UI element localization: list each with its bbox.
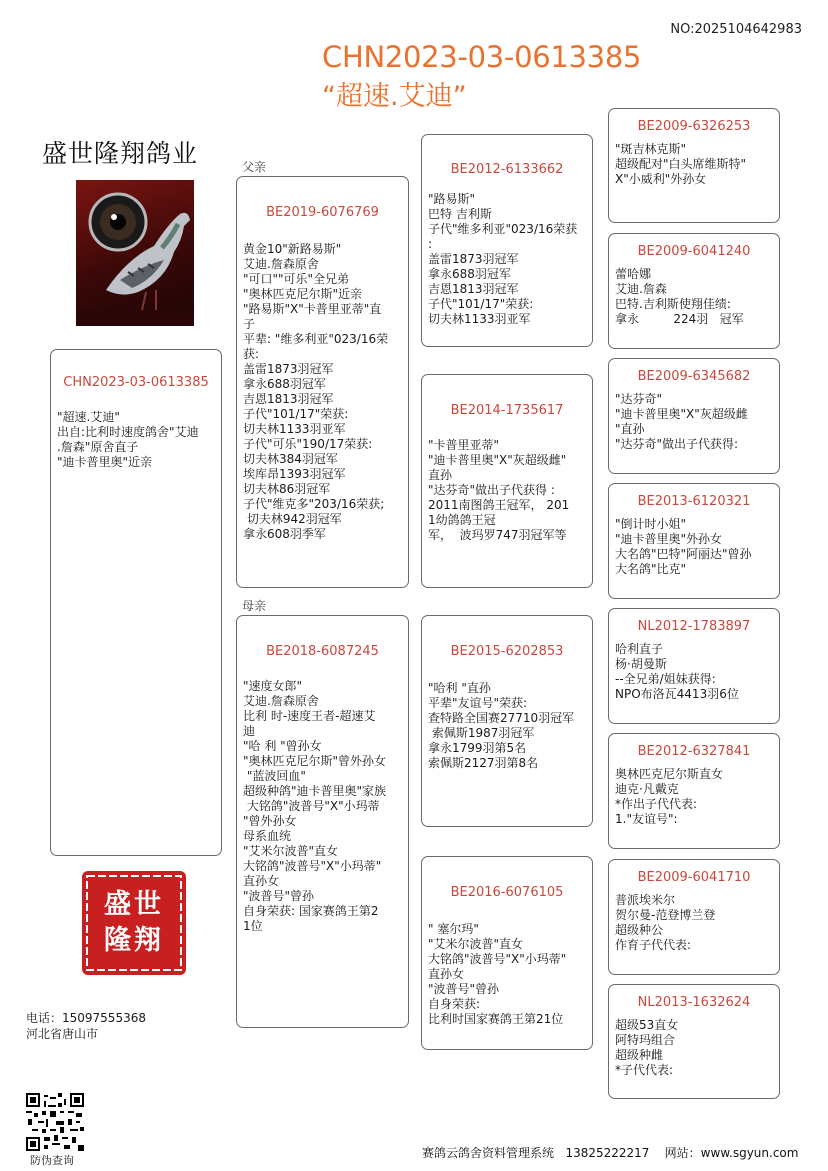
great-grandparent-card-ring: BE2009-6326253 [637, 119, 751, 134]
dam-label: 母亲 [242, 599, 267, 613]
great-grandparent-card-text: 奥林匹克尼尔斯直女 迪克·凡戴克 *作出子代代表: 1."友谊号": [615, 767, 724, 826]
great-grandparent-card-ring: BE2013-6120321 [637, 494, 751, 509]
grandparent-card-ring: BE2015-6202853 [450, 644, 564, 659]
seal-text: 盛世 隆翔 [104, 889, 164, 956]
loft-name: 盛世隆翔鸽业 [42, 139, 199, 168]
grandparent-card-text: "哈利 "直孙 平辈"友谊号"荣获: 查特路全国赛27710羽冠军 索佩斯1987羽冠军 拿永1799羽第5名 索佩斯2127羽第8名 [428, 681, 575, 770]
footer-info: 赛鸽云鸽舍资料管理系统 13825222217 网站：www.sgyun.com [422, 1146, 799, 1160]
grandparent-card-ring: BE2016-6076105 [450, 885, 564, 900]
great-grandparent-card [608, 608, 780, 724]
great-grandparent-card [608, 233, 780, 349]
contact-address: 河北省唐山市 [26, 1027, 99, 1041]
subject-card [50, 349, 222, 856]
great-grandparent-card-text: "倒计时小姐" "迪卡普里奥"外孙女 大名鸽"巴特"阿丽达"曾孙 大名鸽"比克" [615, 517, 752, 576]
subject-card-ring: CHN2023-03-0613385 [63, 375, 209, 390]
great-grandparent-card-text: 普派埃米尔 贺尔曼-范登博兰登 超级种公 作育子代代表: [615, 893, 716, 952]
great-grandparent-card-text: "达芬奇" "迪卡普里奥"X"灰超级雌 "直孙 "达芬奇"做出子代获得: [615, 392, 748, 451]
great-grandparent-card [608, 859, 780, 975]
grandparent-card [421, 374, 593, 588]
grandparent-card-ring: BE2012-6133662 [450, 162, 564, 177]
qr-code[interactable] [26, 1093, 84, 1151]
great-grandparent-card-text: "斑吉林克斯" 超级配对"白头席维斯特" X"小威利"外孙女 [615, 142, 747, 186]
pigeon-photo-graphic [76, 180, 194, 326]
great-grandparent-card-ring: BE2009-6041240 [637, 244, 751, 259]
great-grandparent-card [608, 984, 780, 1099]
great-grandparent-card [608, 358, 780, 474]
sire-card-text: 黄金10"新路易斯" 艾迪.詹森原舍 "可口""可乐"全兄弟 "奥林匹克尼尔斯"近亲 "路易斯"X"卡普里亚蒂"直 子 平辈: "维多利亚"023/16荣 获: 盖雷1873羽冠军 拿永688羽冠军 吉恩1813羽冠军 子代"101/17"荣获: 切夫林1133羽亚军 子代"可乐"190/17荣获: 切夫林384羽冠军 埃库昂1393羽冠军 切夫林86羽冠军 子代"维克多"203/16荣获; 切夫林942羽冠军 拿永608羽季军 [243, 242, 389, 541]
great-grandparent-card-text: 蕾哈娜 艾迪.詹森 巴特.吉利斯使翔佳绩: 拿永 224羽 冠军 [615, 267, 744, 326]
great-grandparent-card-ring: BE2009-6345682 [637, 369, 751, 384]
grandparent-card-ring: BE2014-1735617 [450, 403, 564, 418]
great-grandparent-card-ring: BE2009-6041710 [637, 870, 751, 885]
grandparent-card [421, 615, 593, 827]
sire-card [236, 176, 409, 588]
great-grandparent-card [608, 733, 780, 849]
sire-label: 父亲 [242, 160, 267, 174]
grandparent-card [421, 856, 593, 1050]
subject-ring-number: CHN2023-03-0613385 [322, 40, 642, 74]
grandparent-card-text: " 塞尔玛" "艾米尔波普"直女 大铭鸽"波普号"X"小玛蒂" 直孙女 "波普号"曾孙 自身荣获: 比利时国家赛鸽王第21位 [428, 922, 567, 1026]
grandparent-card [421, 134, 593, 347]
subject-card-text: "超速.艾迪" 出自:比利时速度鸽舍"艾迪 .詹森"原舍直子 "迪卡普里奥"近亲 [57, 410, 199, 469]
qr-code-icon [26, 1093, 84, 1151]
pigeon-photo [76, 180, 194, 326]
grandparent-card-text: "卡普里亚蒂" "迪卡普里奥"X"灰超级雌" 直孙 "达芬奇"做出子代获得 : 2011南图鸽王冠军， 201 1幼鸽鸽王冠 军， 波玛罗747羽冠军等 [428, 438, 570, 542]
great-grandparent-card [608, 108, 780, 223]
dam-card [236, 615, 409, 1028]
document-number: NO:2025104642983 [670, 22, 802, 37]
grandparent-card-text: "路易斯" 巴特 吉利斯 子代"维多利亚"023/16荣获 : 盖雷1873羽冠军 拿永688羽冠军 吉恩1813羽冠军 子代"101/17"荣获: 切夫林1133羽亚军 [428, 192, 578, 326]
loft-seal [82, 871, 186, 975]
subject-pigeon-name: “超速.艾迪” [322, 81, 467, 112]
great-grandparent-card-ring: BE2012-6327841 [637, 744, 751, 759]
contact-phone: 电话：15097555368 [26, 1011, 146, 1025]
qr-code-label: 防伪查询 [30, 1154, 74, 1167]
great-grandparent-card-text: 哈利直子 杨·胡曼斯 --全兄弟/姐妹获得: NPO布洛瓦4413羽6位 [615, 642, 739, 701]
great-grandparent-card [608, 483, 780, 599]
dam-card-text: "速度女郎" 艾迪.詹森原舍 比利 时-速度王者-超速艾 迪 "哈 利 "曾孙女 "奥林匹克尼尔斯"曾外孙女 "蓝波回血" 超级种鸽"迪卡普里奥"家族 大铭鸽"波普号"X"小玛蒂 "曾外孙女 母系血统 "艾米尔波普"直女 大铭鸽"波普号"X"小玛蒂" 直孙女 "波普号"曾孙 自身荣获: 国家赛鸽王第2 1位 [243, 679, 387, 933]
great-grandparent-card-ring: NL2013-1632624 [637, 995, 751, 1010]
great-grandparent-card-ring: NL2012-1783897 [637, 619, 751, 634]
dam-card-ring: BE2018-6087245 [266, 644, 379, 659]
great-grandparent-card-text: 超级53直女 阿特玛组合 超级种雌 *子代代表: [615, 1018, 679, 1077]
sire-card-ring: BE2019-6076769 [266, 205, 379, 220]
